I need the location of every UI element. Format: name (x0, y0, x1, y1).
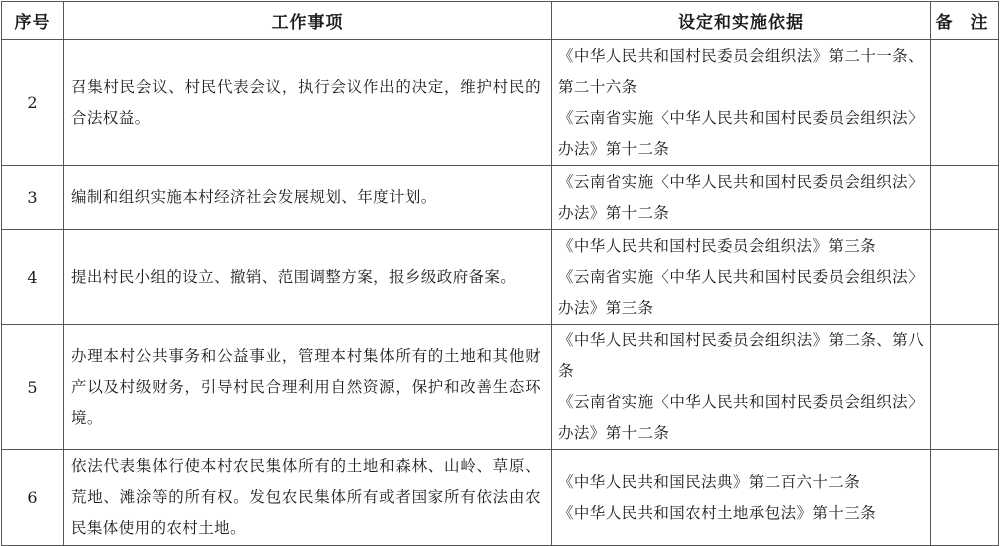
row-basis (552, 230, 931, 325)
basis-line: 《中华人民共和国民法典》第二百六十二条 (558, 472, 861, 491)
row-task: 依法代表集体行使本村农民集体所有的土地和森林、山岭、草原、荒地、滩涂等的所有权。发包农民集体所有或者国家所有依法由农民集体使用的农村土地。 (64, 450, 552, 546)
row-task: 召集村民会议、村民代表会议，执行会议作出的决定，维护村民的合法权益。 (64, 40, 552, 166)
row-basis (552, 450, 931, 546)
row-task: 编制和组织实施本村经济社会发展规划、年度计划。 (64, 166, 552, 230)
row-number: 4 (2, 230, 64, 325)
row-task: 提出村民小组的设立、撤销、范围调整方案，报乡级政府备案。 (64, 230, 552, 325)
row-note (931, 325, 999, 450)
basis-line: 《中华人民共和国村民委员会组织法》第二条、第八条 (558, 331, 924, 380)
header-note: 备 注 (931, 2, 999, 40)
row-number: 2 (2, 40, 64, 166)
row-number: 5 (2, 325, 64, 450)
row-note (931, 230, 999, 325)
basis-line: 《云南省实施〈中华人民共和国村民委员会组织法〉办法》第十二条 (558, 172, 924, 222)
row-basis (552, 325, 931, 450)
row-basis (552, 166, 931, 230)
basis-line: 《云南省实施〈中华人民共和国村民委员会组织法〉办法》第十二条 (558, 108, 924, 158)
table-row (2, 325, 999, 450)
basis-line: 《云南省实施〈中华人民共和国村民委员会组织法〉办法》第三条 (558, 267, 924, 317)
header-no: 序号 (2, 2, 64, 40)
basis-line: 《中华人民共和国农村土地承包法》第十三条 (558, 503, 877, 522)
basis-line: 《中华人民共和国村民委员会组织法》第三条 (558, 236, 877, 255)
row-number: 3 (2, 166, 64, 230)
row-basis (552, 40, 931, 166)
basis-line: 《云南省实施〈中华人民共和国村民委员会组织法〉办法》第十二条 (558, 393, 924, 442)
header-basis: 设定和实施依据 (552, 2, 931, 40)
header-task: 工作事项 (64, 2, 552, 40)
table-row (2, 166, 999, 230)
row-note (931, 40, 999, 166)
row-note (931, 450, 999, 546)
row-number: 6 (2, 450, 64, 546)
responsibility-table (1, 1, 999, 546)
header-row (2, 2, 999, 40)
basis-line: 《中华人民共和国村民委员会组织法》第二十一条、第二十六条 (558, 46, 924, 96)
table-row (2, 230, 999, 325)
table-row (2, 450, 999, 546)
table-row (2, 40, 999, 166)
row-note (931, 166, 999, 230)
row-task: 办理本村公共事务和公益事业，管理本村集体所有的土地和其他财产以及村级财务，引导村民合理利用自然资源，保护和改善生态环境。 (64, 325, 552, 450)
